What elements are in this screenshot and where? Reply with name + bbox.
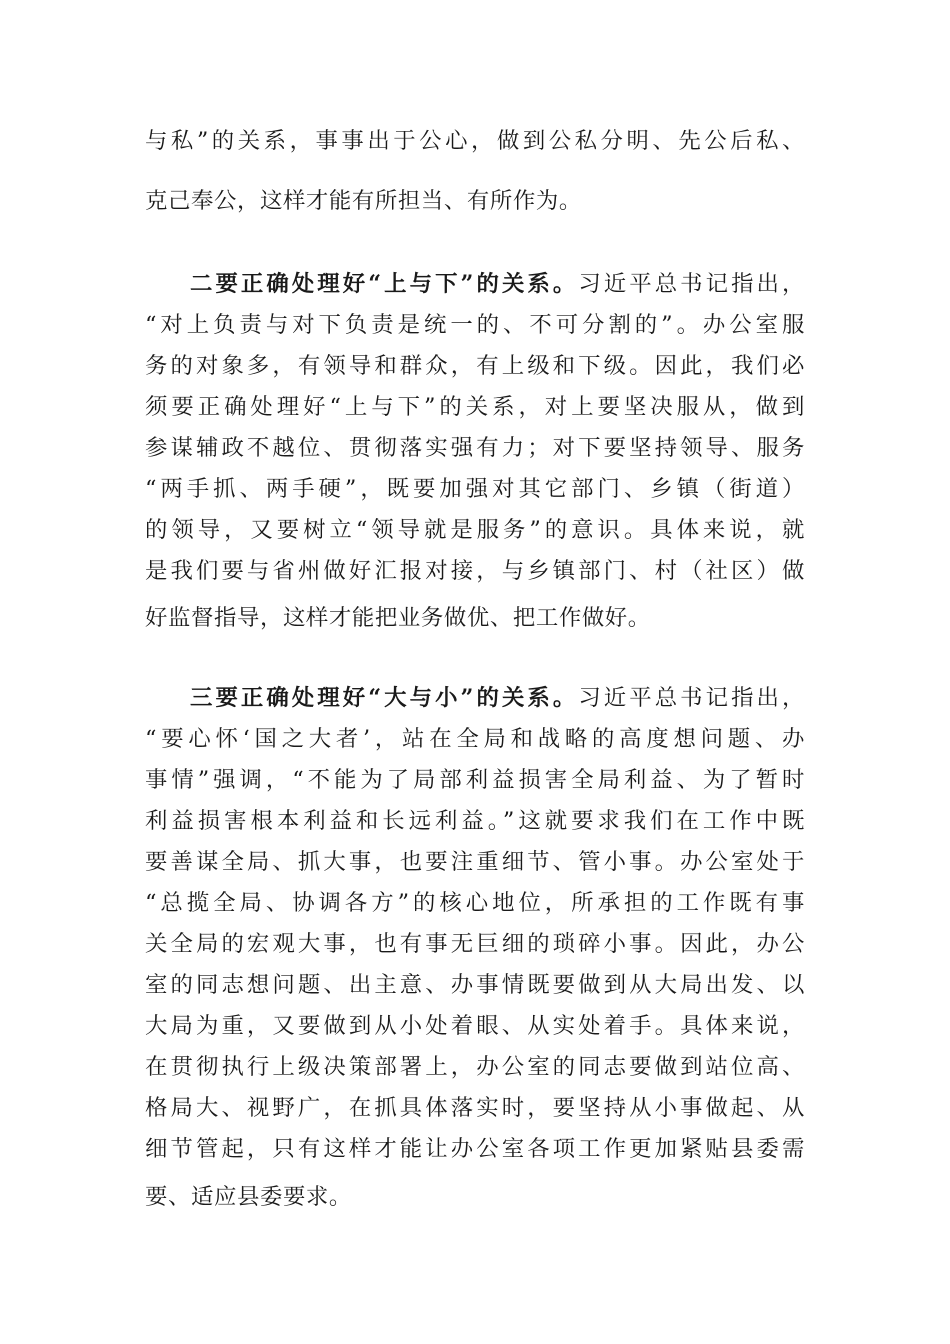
- text-line: 室的同志想问题、出主意、办事情既要做到从大局出发、以: [145, 972, 805, 998]
- text-line: 格局大、视野广，在抓具体落实时，要坚持从小事做起、从: [145, 1095, 805, 1121]
- text-line: 参谋辅政不越位、贯彻落实强有力；对下要坚持领导、服务: [145, 435, 805, 461]
- text-line: 好监督指导，这样才能把业务做优、把工作做好。: [145, 605, 651, 631]
- text-line: 是我们要与省州做好汇报对接，与乡镇部门、村（社区）做: [145, 558, 805, 584]
- text-line: 与私”的关系，事事出于公心，做到公私分明、先公后私、: [145, 128, 805, 154]
- text-line: 事情”强调，“不能为了局部利益损害全局利益、为了暂时: [145, 767, 805, 793]
- text-line: 克己奉公，这样才能有所担当、有所作为。: [145, 188, 582, 214]
- paragraph-heading: 三要正确处理好“大与小”的关系。: [190, 685, 579, 711]
- paragraph-first-line: [145, 682, 805, 714]
- text-line: 细节管起，只有这样才能让办公室各项工作更加紧贴县委需: [145, 1136, 805, 1162]
- text-line: “两手抓、两手硬”，既要加强对其它部门、乡镇（街道）: [145, 476, 805, 502]
- paragraph-first-line: [145, 268, 805, 300]
- text-run: 习近平总书记指出，: [578, 271, 805, 297]
- text-line: 务的对象多，有领导和群众，有上级和下级。因此，我们必: [145, 353, 805, 379]
- text-line: 利益损害根本利益和长远利益。”这就要求我们在工作中既: [145, 808, 805, 834]
- paragraph-heading: 二要正确处理好“上与下”的关系。: [190, 271, 579, 297]
- text-line: 须要正确处理好“上与下”的关系，对上要坚决服从，做到: [145, 394, 805, 420]
- text-line: 的领导，又要树立“领导就是服务”的意识。具体来说，就: [145, 517, 805, 543]
- text-line: 要、适应县委要求。: [145, 1184, 352, 1210]
- text-line: “总揽全局、协调各方”的核心地位，所承担的工作既有事: [145, 890, 805, 916]
- text-line: 在贯彻执行上级决策部署上，办公室的同志要做到站位高、: [145, 1054, 805, 1080]
- text-run: 习近平总书记指出，: [578, 685, 805, 711]
- text-line: 关全局的宏观大事，也有事无巨细的琐碎小事。因此，办公: [145, 931, 805, 957]
- text-line: 要善谋全局、抓大事，也要注重细节、管小事。办公室处于: [145, 849, 805, 875]
- text-line: “要心怀‘国之大者’，站在全局和战略的高度想问题、办: [145, 726, 805, 752]
- text-line: “对上负责与对下负责是统一的、不可分割的”。办公室服: [145, 312, 805, 338]
- text-line: 大局为重，又要做到从小处着眼、从实处着手。具体来说，: [145, 1013, 805, 1039]
